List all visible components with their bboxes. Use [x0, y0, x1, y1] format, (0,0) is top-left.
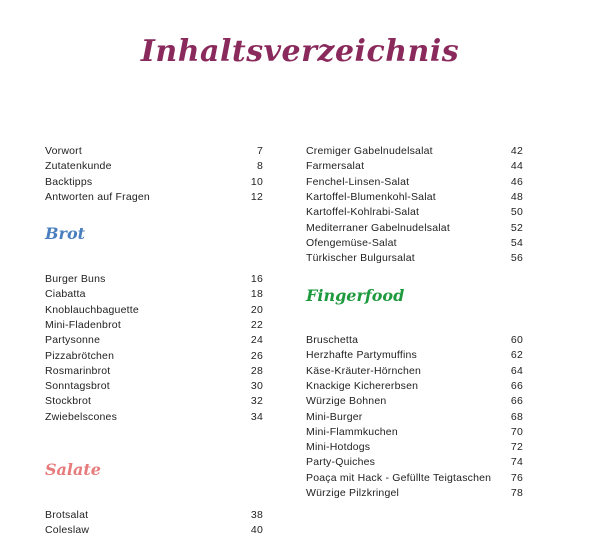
section-heading-salate: Salate: [45, 460, 101, 479]
toc-entry-label: Bruschetta: [306, 334, 359, 346]
toc-entry: [45, 175, 263, 189]
toc-entry-page: 76: [510, 471, 523, 484]
toc-entry-label: Brotsalat: [45, 509, 89, 521]
toc-entry-label: Zwiebelscones: [45, 410, 118, 423]
toc-entry: [306, 190, 523, 204]
page-title: Inhaltsverzeichnis: [140, 34, 460, 69]
toc-entry-label: Würzige Pilzkringel: [306, 487, 400, 499]
toc-entry-label: Mini-Hotdogs: [306, 441, 371, 454]
toc-entry-label: Knackige Kichererbsen: [306, 379, 419, 392]
toc-entry-label: Kartoffel-Kohlrabi-Salat: [306, 206, 420, 219]
toc-entry-label: Poaça mit Hack - Gefüllte Teigtaschen: [306, 471, 492, 484]
toc-entry-page: 72: [510, 441, 523, 454]
toc-entry-page: 54: [510, 236, 523, 249]
toc-entry-page: 12: [250, 190, 263, 203]
toc-entry-page: 46: [510, 175, 523, 188]
toc-entry: [45, 349, 263, 363]
toc-entry: [306, 425, 523, 439]
toc-entry-label: Fenchel-Linsen-Salat: [306, 175, 410, 188]
toc-entry-page: 40: [250, 524, 263, 537]
toc-entry: [45, 364, 263, 378]
toc-entry: [306, 144, 523, 158]
toc-entry-label: Herzhafte Partymuffins: [306, 349, 417, 362]
toc-entry-page: 32: [250, 395, 263, 408]
toc-entry: [306, 236, 523, 250]
toc-entry-page: 78: [510, 487, 523, 499]
toc-entry: [45, 144, 263, 158]
toc-entry-label: Antworten auf Fragen: [45, 190, 150, 203]
toc-entry: [306, 348, 523, 362]
toc-entry: [306, 471, 523, 485]
toc-entry: [306, 221, 523, 235]
toc-entry-page: 38: [250, 509, 263, 521]
toc-entry-page: 52: [510, 221, 523, 234]
toc-entry-label: Mini-Flammkuchen: [306, 425, 398, 438]
toc-entry-label: Zutatenkunde: [45, 160, 112, 173]
toc-entry-label: Stockbrot: [45, 395, 92, 408]
toc-entry-label: Coleslaw: [45, 524, 90, 537]
toc-entry-page: 42: [510, 145, 523, 157]
toc-entry-page: 62: [510, 349, 523, 362]
toc-entry: [306, 364, 523, 378]
toc-entry-page: 28: [250, 364, 263, 377]
toc-entry-label: Rosmarinbrot: [45, 364, 111, 377]
toc-entry: [306, 394, 523, 408]
toc-entry-label: Burger Buns: [45, 273, 106, 285]
toc-entry: [306, 440, 523, 454]
toc-entry-label: Käse-Kräuter-Hörnchen: [306, 364, 422, 377]
toc-entry-page: 7: [256, 145, 263, 157]
toc-entry: [306, 455, 523, 469]
toc-entry-page: 16: [250, 273, 263, 285]
toc-entry: [45, 159, 263, 173]
toc-entry: [45, 508, 263, 522]
toc-entry: [45, 410, 263, 424]
toc-entry-label: Kartoffel-Blumenkohl-Salat: [306, 190, 436, 203]
toc-entry-page: 56: [510, 252, 523, 265]
toc-entry-page: 34: [250, 410, 263, 423]
toc-entry: [45, 303, 263, 317]
toc-entry: [306, 159, 523, 173]
toc-entry-label: Mini-Fladenbrot: [45, 318, 121, 331]
toc-entry: [45, 318, 263, 332]
toc-entry-label: Mini-Burger: [306, 410, 363, 423]
toc-entry-label: Ciabatta: [45, 288, 86, 301]
toc-entry: [45, 190, 263, 204]
toc-entry: [306, 486, 523, 500]
toc-entry-label: Würzige Bohnen: [306, 395, 387, 408]
toc-entry: [306, 379, 523, 393]
toc-entry-page: 8: [256, 160, 263, 173]
toc-entry: [306, 175, 523, 189]
toc-entry-page: 24: [250, 334, 263, 347]
toc-entry-page: 74: [510, 456, 523, 469]
toc-entry-label: Backtipps: [45, 175, 93, 188]
toc-entry-page: 60: [510, 334, 523, 346]
section-heading-fingerfood: Fingerfood: [306, 286, 405, 305]
toc-entry: [45, 523, 263, 537]
toc-entry: [306, 333, 523, 347]
toc-entry-page: 50: [510, 206, 523, 219]
toc-entry-label: Cremiger Gabelnudelsalat: [306, 145, 433, 157]
toc-entry-label: Party-Quiches: [306, 456, 376, 469]
toc-entry-label: Vorwort: [45, 145, 82, 157]
toc-entry-page: 68: [510, 410, 523, 423]
toc-entry-page: 22: [250, 318, 263, 331]
toc-entry-label: Mediterraner Gabelnudelsalat: [306, 221, 450, 234]
toc-entry-page: 66: [510, 379, 523, 392]
toc-entry-label: Sonntagsbrot: [45, 380, 110, 393]
toc-entry-label: Türkischer Bulgursalat: [306, 252, 415, 265]
toc-entry: [45, 394, 263, 408]
toc-entry-page: 44: [510, 160, 523, 173]
toc-entry-label: Farmersalat: [306, 160, 365, 173]
toc-entry-page: 48: [510, 190, 523, 203]
toc-entry: [45, 272, 263, 286]
toc-entry-page: 30: [250, 380, 263, 393]
toc-entry-page: 20: [250, 303, 263, 316]
toc-entry-page: 70: [510, 425, 523, 438]
toc-entry-page: 18: [250, 288, 263, 301]
toc-entry: [306, 205, 523, 219]
toc-entry: [306, 410, 523, 424]
toc-entry: [306, 251, 523, 265]
toc-entry-page: 26: [250, 349, 263, 362]
toc-entry: [45, 287, 263, 301]
toc-entry-label: Ofengemüse-Salat: [306, 236, 397, 249]
toc-entry-label: Partysonne: [45, 334, 101, 347]
toc-entry: [45, 333, 263, 347]
toc-entry-page: 64: [510, 364, 523, 377]
toc-entry: [45, 379, 263, 393]
toc-entry-label: Pizzabrötchen: [45, 349, 115, 362]
toc-entry-label: Knoblauchbaguette: [45, 303, 139, 316]
toc-entry-page: 10: [250, 175, 263, 188]
toc-entry-page: 66: [510, 395, 523, 408]
section-heading-brot: Brot: [45, 224, 86, 243]
